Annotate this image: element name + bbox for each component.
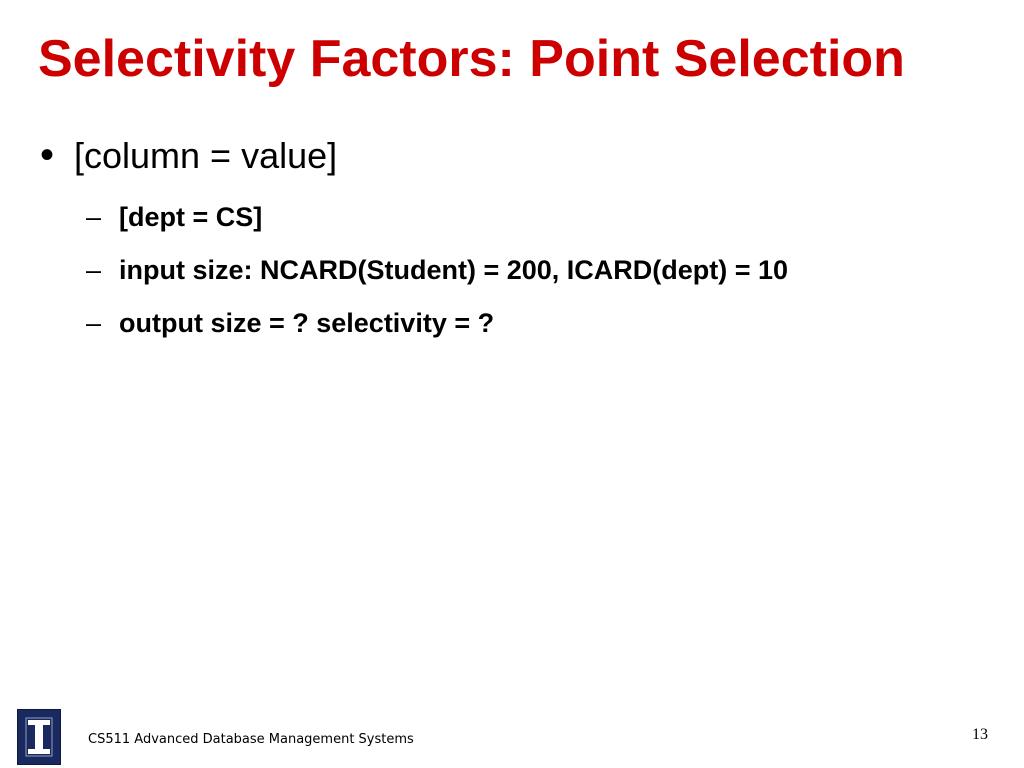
block-i-logo-icon [18, 710, 60, 764]
page-number: 13 [972, 726, 988, 743]
slide-title: Selectivity Factors: Point Selection [38, 30, 905, 88]
sub-bullet-item [86, 306, 788, 359]
sub-bullet-marker: – [86, 255, 102, 285]
sub-bullet-text: input size: NCARD(Student) = 200, ICARD(dept) = 10 [119, 255, 789, 285]
bullet-item [40, 134, 337, 177]
sub-bullet-marker: – [86, 308, 102, 338]
sub-bullet-list [86, 200, 788, 359]
footer-course-name: CS511 Advanced Database Management Systems [88, 732, 414, 747]
sub-bullet-text: output size = ? selectivity = ? [119, 308, 495, 338]
sub-bullet-item [86, 200, 788, 253]
sub-bullet-item [86, 253, 788, 306]
sub-bullet-text: [dept = CS] [119, 202, 263, 232]
bullet-marker: • [40, 133, 55, 177]
bullet-text: [column = value] [74, 135, 338, 176]
university-logo-icon [17, 709, 61, 765]
sub-bullet-marker: – [86, 202, 102, 232]
